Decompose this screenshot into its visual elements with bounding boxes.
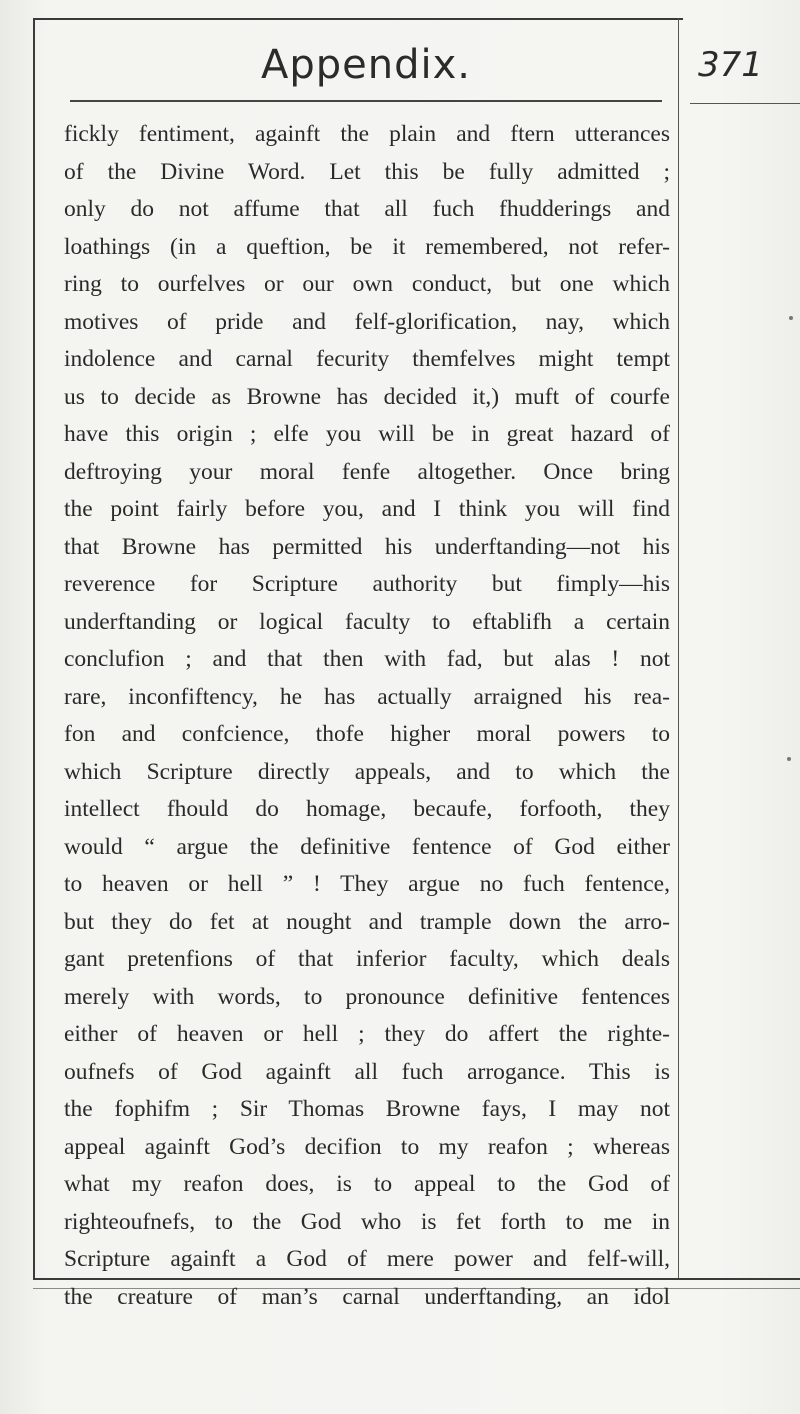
body-text: [64, 116, 670, 1316]
text-line: us to decide as Browne has decided it,) muft of courfe: [64, 383, 670, 410]
page-border-top: [33, 18, 683, 20]
text-line: conclufion ; and that then with fad, but alas ! not: [64, 646, 670, 672]
text-line: either of heaven or hell ; they do affert the righte-: [64, 1021, 670, 1047]
text-line: oufnefs of God againft all fuch arrogance. This is: [64, 1058, 670, 1085]
text-line: deftroying your moral fenfe altogether. Once bring: [64, 458, 670, 485]
text-line: intellect fhould do homage, becaufe, forfooth, they: [64, 796, 670, 822]
text-line: fickly fentiment, againft the plain and ftern utterances: [64, 121, 670, 147]
text-line: to heaven or hell ” ! They argue no fuch fentence,: [64, 871, 670, 897]
page-border-right: [678, 18, 679, 1280]
text-line: Scripture againft a God of mere power and felf-will,: [64, 1246, 670, 1272]
text-line: gant pretenfions of that inferior faculty, which deals: [64, 946, 670, 972]
page-number: 371: [698, 45, 763, 85]
text-line: appeal againft God’s decifion to my reafon ; whereas: [64, 1133, 670, 1160]
paper-speck: [787, 757, 791, 761]
text-line: of the Divine Word. Let this be fully admitted ;: [64, 158, 670, 185]
text-line: what my reafon does, is to appeal to the God of: [64, 1171, 670, 1197]
header-rule: [70, 100, 662, 102]
text-line: that Browne has permitted his underftanding—not his: [64, 533, 670, 560]
running-head: Appendix.: [261, 42, 471, 88]
text-line: the fophifm ; Sir Thomas Browne fays, I may not: [64, 1096, 670, 1122]
text-line: motives of pride and felf-glorification, nay, which: [64, 308, 670, 335]
text-line: fon and confcience, thofe higher moral powers to: [64, 721, 670, 747]
text-line: righteoufnefs, to the God who is fet forth to me in: [64, 1208, 670, 1235]
paper-speck: [789, 316, 793, 320]
text-line: rare, inconfiftency, he has actually arraigned his rea-: [64, 683, 670, 710]
text-line: the creature of man’s carnal underftanding, an idol: [64, 1283, 670, 1310]
text-line: ring to ourfelves or our own conduct, but one which: [64, 271, 670, 297]
text-line: loathings (in a queftion, be it remembered, not refer-: [64, 233, 670, 260]
text-line: reverence for Scripture authority but fimply—his: [64, 571, 670, 597]
text-line: but they do fet at nought and trample down the arro-: [64, 908, 670, 935]
text-line: have this origin ; elfe you will be in great hazard of: [64, 421, 670, 447]
text-line: would “ argue the definitive fentence of God either: [64, 833, 670, 860]
text-line: only do not affume that all fuch fhudderings and: [64, 196, 670, 222]
text-line: merely with words, to pronounce definitive fentences: [64, 983, 670, 1010]
header-rule-margin: [690, 103, 800, 104]
page-border-left: [33, 18, 35, 1280]
text-line: which Scripture directly appeals, and to which the: [64, 758, 670, 785]
text-line: underftanding or logical faculty to eftablifh a certain: [64, 608, 670, 635]
text-line: indolence and carnal fecurity themfelves might tempt: [64, 346, 670, 372]
text-line: the point fairly before you, and I think you will find: [64, 496, 670, 522]
